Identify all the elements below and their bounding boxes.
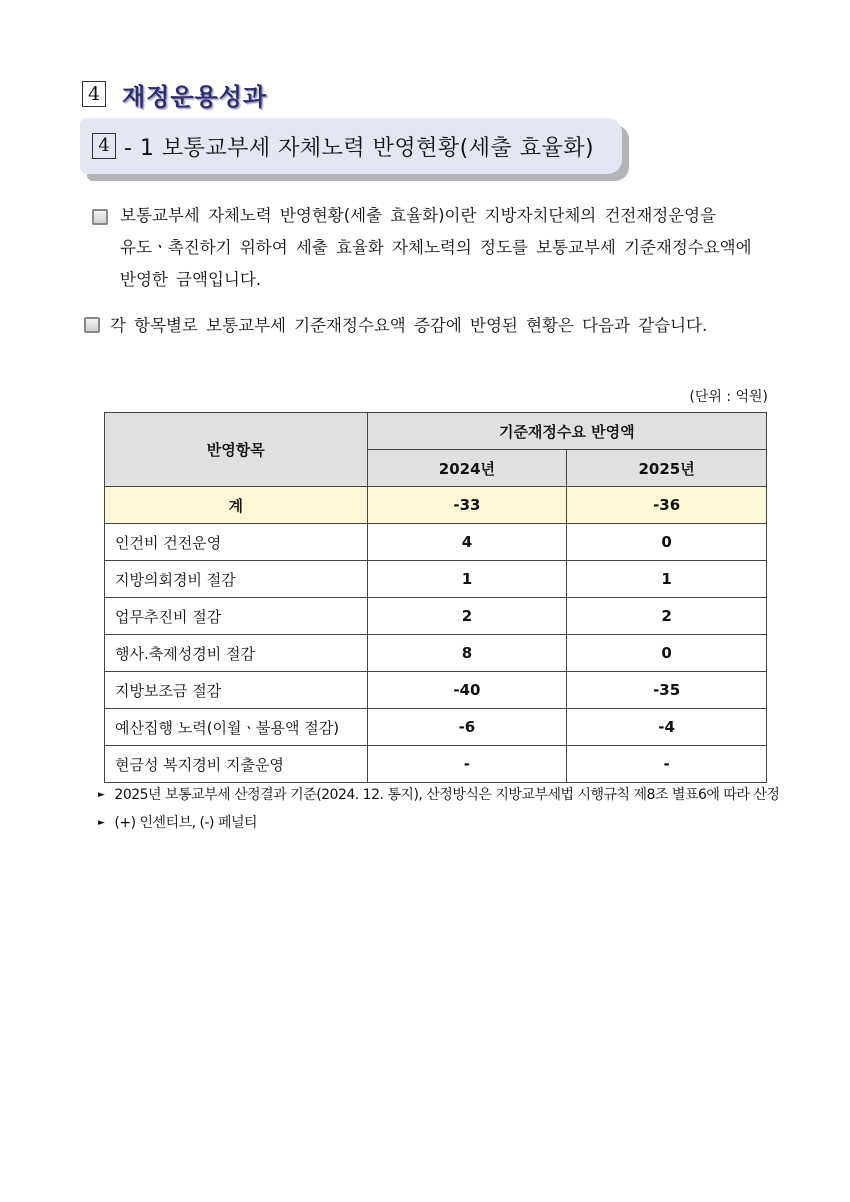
row-2025: 1 <box>567 561 767 598</box>
header-item: 반영항목 <box>105 413 368 487</box>
row-2024: - <box>367 746 567 783</box>
subsection-number: 4 <box>92 133 116 159</box>
footnote-text: 2025년 보통교부세 산정결과 기준(2024. 12. 통지), 산정방식은 지방교부세법 시행규칙 제8조 별표6에 따라 산정 <box>114 787 780 803</box>
triangle-bullet-icon: ► <box>98 818 105 828</box>
row-label: 인건비 건전운영 <box>105 524 368 561</box>
table-row <box>105 746 767 783</box>
footnotes <box>98 782 779 838</box>
row-2024: 2 <box>367 598 567 635</box>
row-label: 지방보조금 절감 <box>105 672 368 709</box>
table-row <box>105 524 767 561</box>
section-number: 4 <box>82 81 106 107</box>
triangle-bullet-icon: ► <box>98 790 105 800</box>
row-2025: 0 <box>567 524 767 561</box>
paragraph-line: 유도ㆍ촉진하기 위하여 세출 효율화 자체노력의 정도를 보통교부세 기준재정수요액에 <box>120 238 752 257</box>
paragraph-line: 보통교부세 자체노력 반영현황(세출 효율화)이란 지방자치단체의 건전재정운영을 <box>120 206 717 225</box>
footnote-text: (+) 인센티브, (-) 페널티 <box>114 815 258 831</box>
row-2024: -40 <box>367 672 567 709</box>
row-2025: -35 <box>567 672 767 709</box>
total-2025: -36 <box>567 487 767 524</box>
table-row <box>105 561 767 598</box>
row-2024: 4 <box>367 524 567 561</box>
total-label: 계 <box>105 487 368 524</box>
square-bullet-icon <box>84 317 100 333</box>
row-label: 현금성 복지경비 지출운영 <box>105 746 368 783</box>
row-2024: 8 <box>367 635 567 672</box>
row-2025: 2 <box>567 598 767 635</box>
row-2024: -6 <box>367 709 567 746</box>
section-title <box>82 78 267 110</box>
header-year-2025: 2025년 <box>567 450 767 487</box>
header-group: 기준재정수요 반영액 <box>367 413 766 450</box>
row-2025: -4 <box>567 709 767 746</box>
section-title-text: 재정운용성과 <box>122 82 268 111</box>
header-year-2024: 2024년 <box>367 450 567 487</box>
unit-label: (단위 : 억원) <box>689 389 768 405</box>
table-row <box>105 672 767 709</box>
subsection-banner <box>80 118 622 174</box>
table-row <box>105 598 767 635</box>
total-2024: -33 <box>367 487 567 524</box>
row-2025: 0 <box>567 635 767 672</box>
row-label: 행사.축제성경비 절감 <box>105 635 368 672</box>
total-row <box>105 487 767 524</box>
definition-paragraph <box>90 200 770 296</box>
row-label: 업무추진비 절감 <box>105 598 368 635</box>
row-2025: - <box>567 746 767 783</box>
table-row <box>105 635 767 672</box>
intro-paragraph <box>84 310 707 342</box>
paragraph-line: 반영한 금액입니다. <box>120 270 262 289</box>
footnote <box>98 810 779 838</box>
intro-text: 각 항목별로 보통교부세 기준재정수요액 증감에 반영된 현황은 다음과 같습니다. <box>110 316 708 335</box>
row-2024: 1 <box>367 561 567 598</box>
row-label: 예산집행 노력(이월ㆍ불용액 절감) <box>105 709 368 746</box>
subsection-title: - 1 보통교부세 자체노력 반영현황(세출 효율화) <box>124 135 595 161</box>
footnote <box>98 782 779 810</box>
table-row <box>105 709 767 746</box>
row-label: 지방의회경비 절감 <box>105 561 368 598</box>
square-bullet-icon <box>92 209 108 225</box>
reflection-table <box>104 412 767 783</box>
